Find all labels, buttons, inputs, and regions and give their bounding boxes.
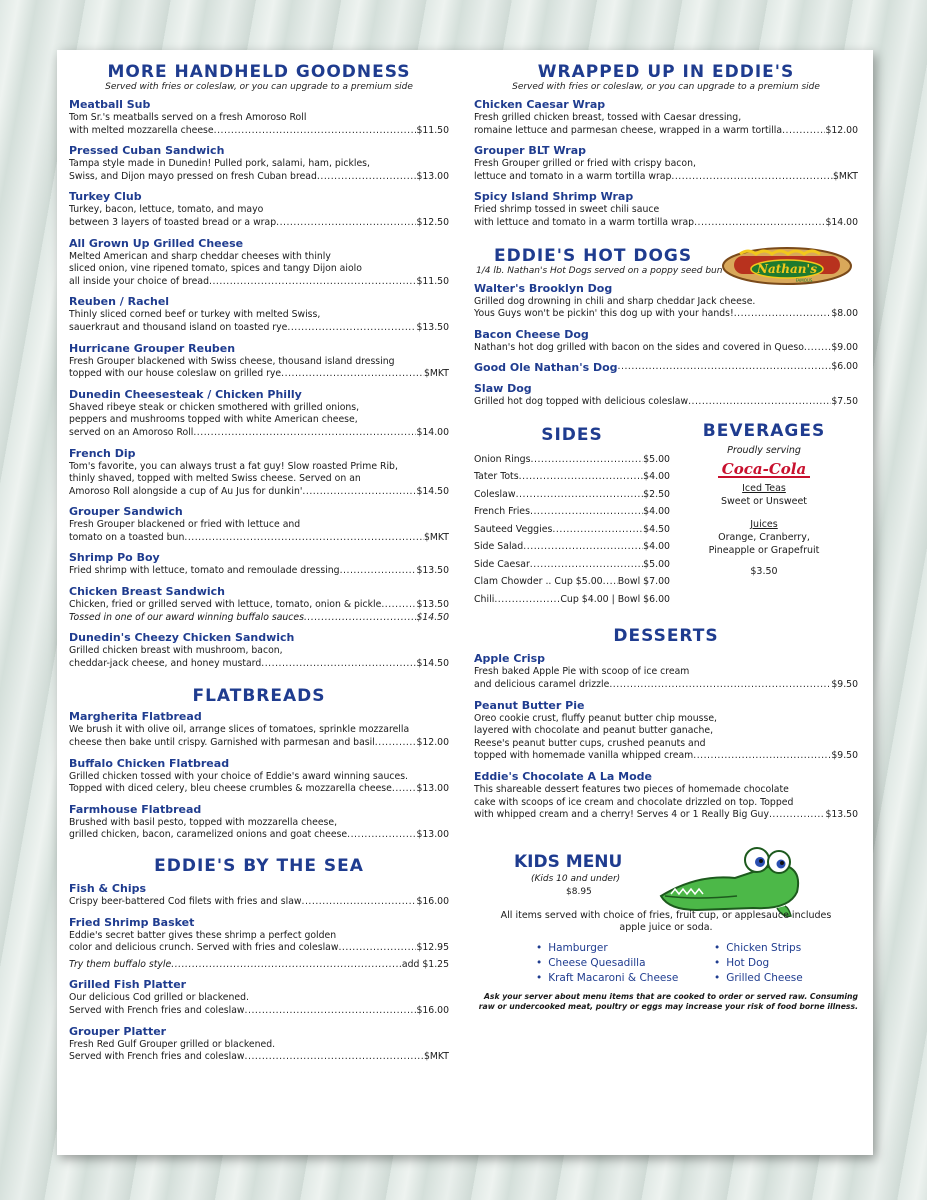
sea-title: EDDIE'S BY THE SEA xyxy=(154,856,364,876)
nathans-logo-sub: FAMOUS xyxy=(795,277,813,283)
leader-dots xyxy=(302,486,416,499)
price-line xyxy=(69,565,449,578)
item-desc: lettuce and tomato in a warm tortilla wrap xyxy=(474,170,672,182)
item-price: $12.00 xyxy=(825,124,858,136)
leader-dots xyxy=(209,276,416,289)
nathans-hotdog-logo xyxy=(720,238,854,292)
price-line xyxy=(474,308,858,321)
buffalo-style-price: add $1.25 xyxy=(401,958,449,970)
fried-shrimp-item xyxy=(69,916,449,955)
menu-item xyxy=(69,388,449,440)
kids-item: • Kraft Macaroni & Cheese xyxy=(536,971,678,986)
menu-item xyxy=(474,770,858,822)
leader-dots xyxy=(609,679,831,692)
price-line xyxy=(474,809,858,822)
item-desc: Grilled chicken tossed with your choice of Eddie's award winning sauces. xyxy=(69,770,408,782)
item-desc: romaine lettuce and parmesan cheese, wrapped in a warm tortilla xyxy=(474,124,783,136)
item-desc: between 3 layers of toasted bread or a wrap xyxy=(69,216,277,228)
leader-dots xyxy=(494,591,560,609)
side-price: $5.00 xyxy=(643,453,670,465)
side-row xyxy=(474,573,670,591)
kids-subtitle: (Kids 10 and under) xyxy=(531,873,621,884)
kids-item: • Hamburger xyxy=(536,941,678,956)
item-price: $12.00 xyxy=(416,737,449,749)
menu-item xyxy=(69,803,449,842)
handheld-title: MORE HANDHELD GOODNESS xyxy=(107,62,411,82)
menu-item xyxy=(474,144,858,183)
item-name: Apple Crisp xyxy=(474,652,546,666)
item-price: $14.50 xyxy=(416,485,449,497)
menu-item xyxy=(69,447,449,499)
leader-dots xyxy=(276,217,416,230)
item-desc: cake with scoops of ice cream and chocolate drizzled on top. Topped xyxy=(474,796,794,808)
side-name: Sauteed Veggies xyxy=(474,523,553,535)
handheld-subtitle: Served with fries or coleslaw, or you can upgrade to a premium side xyxy=(105,82,413,92)
item-desc: layered with chocolate and peanut butter ganache, xyxy=(474,725,714,737)
item-desc: Tom Sr.'s meatballs served on a fresh Amoroso Roll xyxy=(69,112,307,123)
item-desc: Swiss, and Dijon mayo pressed on fresh Cuban bread xyxy=(69,170,317,182)
item-name: Dunedin Cheesesteak / Chicken Philly xyxy=(69,387,302,401)
leader-dots xyxy=(688,396,831,409)
leader-dots xyxy=(302,896,417,909)
item-price: $9.00 xyxy=(831,341,858,353)
price-line xyxy=(69,171,449,184)
leader-dots xyxy=(340,565,417,578)
item-price: $13.50 xyxy=(416,599,449,611)
item-price: $14.50 xyxy=(416,657,449,669)
leader-dots xyxy=(375,737,417,750)
item-desc: with melted mozzarella cheese xyxy=(69,124,214,136)
leader-dots xyxy=(603,573,618,591)
item-desc: sauerkraut and thousand island on toasted rye xyxy=(69,321,288,333)
leader-dots xyxy=(530,556,643,574)
price-line xyxy=(69,896,449,909)
price-line xyxy=(474,679,858,692)
leader-dots xyxy=(392,783,417,796)
kids-title: KIDS MENU xyxy=(514,851,623,872)
leader-dots xyxy=(530,503,643,521)
side-row xyxy=(474,503,670,521)
leader-dots xyxy=(530,451,643,469)
item-desc: served on an Amoroso Roll xyxy=(69,426,194,438)
item-desc: tomato on a toasted bun xyxy=(69,531,185,543)
buffalo-style-text: Try them buffalo style xyxy=(69,958,172,970)
item-desc: and delicious caramel drizzle xyxy=(474,679,610,691)
item-name: Hurricane Grouper Reuben xyxy=(69,341,236,355)
price-line xyxy=(69,486,449,499)
menu-item xyxy=(474,328,858,355)
menu-item xyxy=(474,382,858,409)
menu-item xyxy=(69,342,449,381)
menu-item xyxy=(474,190,858,229)
item-name: Grouper Platter xyxy=(69,1024,167,1038)
item-price: $MKT xyxy=(424,1051,449,1063)
menu-item xyxy=(69,505,449,544)
leader-dots xyxy=(693,750,831,763)
leader-dots xyxy=(245,1051,424,1064)
item-desc: Nathan's hot dog grilled with bacon on the sides and covered in Queso xyxy=(474,341,804,353)
item-price: $13.50 xyxy=(416,565,449,577)
item-desc: Tossed in one of our award winning buffalo sauces xyxy=(69,611,304,623)
item-desc: Our delicious Cod grilled or blackened. xyxy=(69,992,249,1004)
item-desc: We brush it with olive oil, arrange slices of tomatoes, sprinkle mozzarella xyxy=(69,724,410,736)
price-line xyxy=(69,737,449,750)
menu-item xyxy=(69,1025,449,1064)
side-price: $2.50 xyxy=(643,488,670,500)
price-line xyxy=(474,750,858,763)
price-line xyxy=(69,276,449,289)
item-price: $13.00 xyxy=(416,829,449,841)
leader-dots xyxy=(618,361,832,375)
price-line xyxy=(69,658,449,671)
leader-dots xyxy=(769,809,826,822)
item-desc: with lettuce and tomato in a warm tortilla wrap xyxy=(474,216,695,228)
menu-item xyxy=(69,978,449,1017)
item-price: $MKT xyxy=(424,531,449,543)
item-desc: Chicken, fried or grilled served with lettuce, tomato, onion & pickle xyxy=(69,599,382,611)
hotdog-items xyxy=(474,282,858,409)
item-desc: topped with homemade vanilla whipped cream xyxy=(474,750,694,762)
kids-items-right xyxy=(714,941,803,986)
item-name: Turkey Club xyxy=(69,190,142,204)
side-name: Side Caesar xyxy=(474,558,530,570)
item-desc: all inside your choice of bread xyxy=(69,275,209,287)
iced-teas-desc: Sweet or Unsweet xyxy=(720,495,808,507)
item-name: Good Ole Nathan's Dog xyxy=(474,361,618,375)
item-name: Peanut Butter Pie xyxy=(474,698,585,712)
item-desc: Fried shrimp tossed in sweet chili sauce xyxy=(474,204,660,216)
menu-item xyxy=(474,98,858,137)
item-name: Buffalo Chicken Flatbread xyxy=(69,756,230,770)
price-line xyxy=(474,342,858,355)
menu-item xyxy=(69,710,449,749)
price-line xyxy=(69,599,449,612)
menu-item xyxy=(474,699,858,763)
side-name: Chili xyxy=(474,593,495,605)
item-price: $9.50 xyxy=(831,679,858,691)
kids-item: • Grilled Cheese xyxy=(714,971,803,986)
item-desc: Tampa style made in Dunedin! Pulled pork, salami, ham, pickles, xyxy=(69,158,370,170)
buffalo-style-line xyxy=(69,959,449,972)
coca-cola-logo: Coca-Cola xyxy=(718,463,810,478)
item-name: Spicy Island Shrimp Wrap xyxy=(474,190,634,204)
item-price: $16.00 xyxy=(416,1004,449,1016)
price-line xyxy=(69,1051,449,1064)
item-desc: This shareable dessert features two pieces of homemade chocolate xyxy=(474,784,789,795)
item-desc: Oreo cookie crust, fluffy peanut butter chip mousse, xyxy=(474,712,717,724)
kids-note: All items served with choice of fries, fruit cup, or applesauce includes apple juice or soda. xyxy=(500,909,832,934)
menu-item xyxy=(69,585,449,624)
menu-item xyxy=(69,916,449,955)
leader-dots xyxy=(671,171,833,184)
price-line xyxy=(69,829,449,842)
wrapped-subtitle: Served with fries or coleslaw, or you can upgrade to a premium side xyxy=(512,82,820,92)
item-desc: cheddar-jack cheese, and honey mustard xyxy=(69,657,262,669)
item-name: Meatball Sub xyxy=(69,98,151,111)
item-price: $14.00 xyxy=(416,426,449,438)
side-row xyxy=(474,521,670,539)
leader-dots xyxy=(193,427,416,440)
item-desc: Fresh grilled chicken breast, tossed with Caesar dressing, xyxy=(474,112,742,123)
proudly-serving: Proudly serving xyxy=(727,444,801,456)
item-price: $12.50 xyxy=(416,216,449,228)
hotdogs-header xyxy=(474,245,858,283)
beverage-price: $3.50 xyxy=(750,565,778,577)
side-price: Cup $4.00 | Bowl $6.00 xyxy=(560,593,670,605)
leader-dots xyxy=(347,829,416,842)
leader-dots xyxy=(261,658,416,671)
price-line xyxy=(69,942,449,955)
side-row xyxy=(474,556,670,574)
hotdogs-title: EDDIE'S HOT DOGS xyxy=(494,245,693,266)
leader-dots xyxy=(245,1005,417,1018)
item-price: $11.50 xyxy=(416,124,449,136)
price-line xyxy=(474,125,858,138)
leader-dots xyxy=(381,599,416,612)
menu-item xyxy=(69,757,449,796)
item-name: Bacon Cheese Dog xyxy=(474,327,589,341)
juices-desc: Pineapple or Grapefruit xyxy=(708,544,820,556)
disclaimer-line: Ask your server about menu items that are cooked to order or served raw. Consuming xyxy=(483,991,858,1001)
left-column xyxy=(69,62,449,1071)
item-price: $13.50 xyxy=(416,321,449,333)
menu-item xyxy=(69,551,449,578)
item-desc: Grilled hot dog topped with delicious coleslaw xyxy=(474,396,689,408)
iced-teas-label: Iced Teas xyxy=(742,482,786,494)
kids-item: • Hot Dog xyxy=(714,956,803,971)
item-desc: color and delicious crunch. Served with fries and coleslaw xyxy=(69,942,339,954)
item-price: $6.00 xyxy=(831,361,858,373)
side-row xyxy=(474,468,670,486)
leader-dots xyxy=(734,308,832,321)
item-price: $13.00 xyxy=(416,783,449,795)
item-name: Margherita Flatbread xyxy=(69,710,202,724)
item-name: Farmhouse Flatbread xyxy=(69,802,202,816)
side-price: Bowl $7.00 xyxy=(617,576,670,588)
right-column xyxy=(474,62,858,1014)
kids-price: $8.95 xyxy=(566,886,592,897)
item-price: $11.50 xyxy=(416,275,449,287)
menu-item xyxy=(69,237,449,289)
cheezy-item xyxy=(69,631,449,670)
price-line xyxy=(69,427,449,440)
item-desc: Fresh Grouper blackened with Swiss cheese, thousand island dressing xyxy=(69,355,395,367)
item-desc: cheese then bake until crispy. Garnished with parmesan and basil xyxy=(69,737,375,749)
item-name: Fried Shrimp Basket xyxy=(69,915,195,929)
dessert-items xyxy=(474,652,858,821)
side-row xyxy=(474,538,670,556)
kids-item: • Chicken Strips xyxy=(714,941,803,956)
menu-page xyxy=(57,50,873,1155)
item-desc: Eddie's secret batter gives these shrimp a perfect golden xyxy=(69,929,337,941)
item-desc: Amoroso Roll alongside a cup of Au Jus for dunkin' xyxy=(69,485,303,497)
wrap-items xyxy=(474,98,858,230)
price-line xyxy=(474,171,858,184)
item-desc: Grilled dog drowning in chili and sharp cheddar Jack cheese. xyxy=(474,295,756,307)
item-desc: Grilled chicken breast with mushroom, bacon, xyxy=(69,645,283,657)
kids-item: • Cheese Quesadilla xyxy=(536,956,678,971)
leader-dots xyxy=(523,538,643,556)
leader-dots xyxy=(281,368,424,381)
item-name: Chicken Breast Sandwich xyxy=(69,585,225,599)
item-name: Eddie's Chocolate A La Mode xyxy=(474,770,652,783)
item-name: All Grown Up Grilled Cheese xyxy=(69,236,244,250)
side-price: $4.50 xyxy=(643,523,670,535)
item-desc: topped with our house coleslaw on grilled rye xyxy=(69,368,282,380)
side-price: $4.00 xyxy=(643,471,670,483)
item-desc: Fried shrimp with lettuce, tomato and remoulade dressing xyxy=(69,565,340,577)
item-name: Chicken Caesar Wrap xyxy=(474,98,606,111)
nathans-logo-text: Nathan's xyxy=(757,261,817,276)
flatbread-items xyxy=(69,710,449,842)
side-name: Coleslaw xyxy=(474,488,516,500)
leader-dots xyxy=(214,125,417,138)
item-desc: Shaved ribeye steak or chicken smothered with grilled onions, xyxy=(69,401,360,413)
item-price: $12.95 xyxy=(416,942,449,954)
price-line xyxy=(69,368,449,381)
menu-item xyxy=(69,144,449,183)
item-price: $13.00 xyxy=(416,170,449,182)
leader-dots xyxy=(171,959,402,972)
sides-title: SIDES xyxy=(541,424,603,445)
item-name: Grouper BLT Wrap xyxy=(474,144,586,158)
item-name: Slaw Dog xyxy=(474,382,532,396)
item-price: $MKT xyxy=(424,368,449,380)
item-desc: Yous Guys won't be pickin' this dog up with your hands! xyxy=(474,308,734,320)
item-price: $14.50 xyxy=(416,611,449,623)
item-desc: Fresh baked Apple Pie with scoop of ice cream xyxy=(474,666,690,678)
side-name: Onion Rings xyxy=(474,453,531,465)
leader-dots xyxy=(304,612,417,625)
juices-desc: Orange, Cranberry, xyxy=(718,531,810,543)
leader-dots xyxy=(516,486,644,504)
disclaimer-line: raw or undercooked meat, poultry or eggs may increase your risk of food borne illness. xyxy=(478,1001,858,1011)
leader-dots xyxy=(782,125,825,138)
food-safety-disclaimer xyxy=(474,992,858,1012)
sides-section xyxy=(474,425,670,609)
kids-menu xyxy=(474,844,858,1014)
leader-dots xyxy=(804,342,831,355)
item-desc: Melted American and sharp cheddar cheeses with thinly xyxy=(69,250,331,262)
item-desc: sliced onion, vine ripened tomato, spices and tangy Dijon aiolo xyxy=(69,263,362,275)
menu-item xyxy=(69,190,449,229)
flatbreads-title: FLATBREADS xyxy=(192,686,326,707)
item-price: $16.00 xyxy=(416,896,449,907)
leader-dots xyxy=(338,942,416,955)
item-name: French Dip xyxy=(69,446,136,460)
beverages-title: BEVERAGES xyxy=(702,420,826,441)
item-desc: Fresh Grouper grilled or fried with crispy bacon, xyxy=(474,158,696,170)
item-price: $MKT xyxy=(833,170,858,182)
side-name: Clam Chowder .. Cup $5.00 xyxy=(474,576,603,588)
price-line xyxy=(474,361,858,375)
item-desc: Reese's peanut butter cups, crushed peanuts and xyxy=(474,737,706,749)
menu-item xyxy=(69,882,449,909)
item-name: Fish & Chips xyxy=(69,882,147,895)
item-price: $7.50 xyxy=(831,396,858,408)
side-name: Tater Tots xyxy=(474,471,519,483)
price-line xyxy=(69,532,449,545)
side-price: $5.00 xyxy=(643,558,670,570)
item-desc: Crispy beer-battered Cod filets with fries and slaw xyxy=(69,896,302,907)
item-desc: thinly shaved, topped with melted Swiss cheese. Served on an xyxy=(69,473,361,485)
menu-item xyxy=(474,361,858,375)
item-name: Grilled Fish Platter xyxy=(69,978,187,992)
price-line xyxy=(474,396,858,409)
item-price: $9.50 xyxy=(831,750,858,762)
leader-dots xyxy=(694,217,825,230)
item-desc: Brushed with basil pesto, topped with mozzarella cheese, xyxy=(69,816,338,828)
leader-dots xyxy=(184,532,424,545)
item-desc: grilled chicken, bacon, caramelized onions and goat cheese xyxy=(69,829,348,841)
item-desc: Fresh Red Gulf Grouper grilled or blackened. xyxy=(69,1038,276,1050)
menu-item xyxy=(69,98,449,137)
item-desc: Fresh Grouper blackened or fried with lettuce and xyxy=(69,519,301,531)
item-price: $13.50 xyxy=(825,809,858,821)
item-desc: Served with French fries and coleslaw xyxy=(69,1004,245,1016)
side-price: $4.00 xyxy=(643,541,670,553)
menu-item xyxy=(69,295,449,334)
handheld-items xyxy=(69,98,449,578)
item-name: Grouper Sandwich xyxy=(69,505,183,519)
item-price: $14.00 xyxy=(825,216,858,228)
desserts-title: DESSERTS xyxy=(613,626,719,647)
hotdogs-subtitle: 1/4 lb. Nathan's Hot Dogs served on a poppy seed bun xyxy=(476,265,723,276)
price-line xyxy=(69,217,449,230)
beverages-section xyxy=(670,420,858,609)
item-name: Pressed Cuban Sandwich xyxy=(69,144,225,158)
price-line xyxy=(69,125,449,138)
item-name: Walter's Brooklyn Dog xyxy=(474,281,613,295)
leader-dots xyxy=(552,521,643,539)
wrapped-title: WRAPPED UP IN EDDIE'S xyxy=(537,62,795,82)
side-row xyxy=(474,486,670,504)
side-row xyxy=(474,451,670,469)
item-name: Reuben / Rachel xyxy=(69,295,170,309)
side-row xyxy=(474,591,670,609)
item-desc: with whipped cream and a cherry! Serves 4 or 1 Really Big Guy xyxy=(474,809,769,821)
item-name: Shrimp Po Boy xyxy=(69,551,160,565)
item-desc: Served with French fries and coleslaw xyxy=(69,1051,245,1063)
menu-item xyxy=(69,631,449,670)
item-desc: Thinly sliced corned beef or turkey with melted Swiss, xyxy=(69,309,321,321)
juices-label: Juices xyxy=(750,518,778,530)
price-line xyxy=(474,217,858,230)
item-price: $8.00 xyxy=(831,308,858,320)
item-desc: Turkey, bacon, lettuce, tomato, and mayo xyxy=(69,204,264,216)
leader-dots xyxy=(317,171,417,184)
side-price: $4.00 xyxy=(643,506,670,518)
sides-beverages-row xyxy=(474,420,858,609)
price-line xyxy=(69,612,449,625)
sea-items xyxy=(69,978,449,1063)
side-name: Side Salad xyxy=(474,541,524,553)
leader-dots xyxy=(519,468,644,486)
item-desc: Tom's favorite, you can always trust a fat guy! Slow roasted Prime Rib, xyxy=(69,460,398,472)
price-line xyxy=(69,1005,449,1018)
price-line xyxy=(69,783,449,796)
menu-item xyxy=(474,652,858,691)
item-desc: Topped with diced celery, bleu cheese crumbles & mozzarella cheese xyxy=(69,783,392,795)
price-line xyxy=(69,322,449,335)
kids-items-left xyxy=(536,941,678,986)
sides-list xyxy=(474,451,670,609)
leader-dots xyxy=(287,322,416,335)
item-desc: peppers and mushrooms topped with white American cheese, xyxy=(69,414,358,426)
item-name: Dunedin's Cheezy Chicken Sandwich xyxy=(69,631,295,645)
side-name: French Fries xyxy=(474,506,530,518)
